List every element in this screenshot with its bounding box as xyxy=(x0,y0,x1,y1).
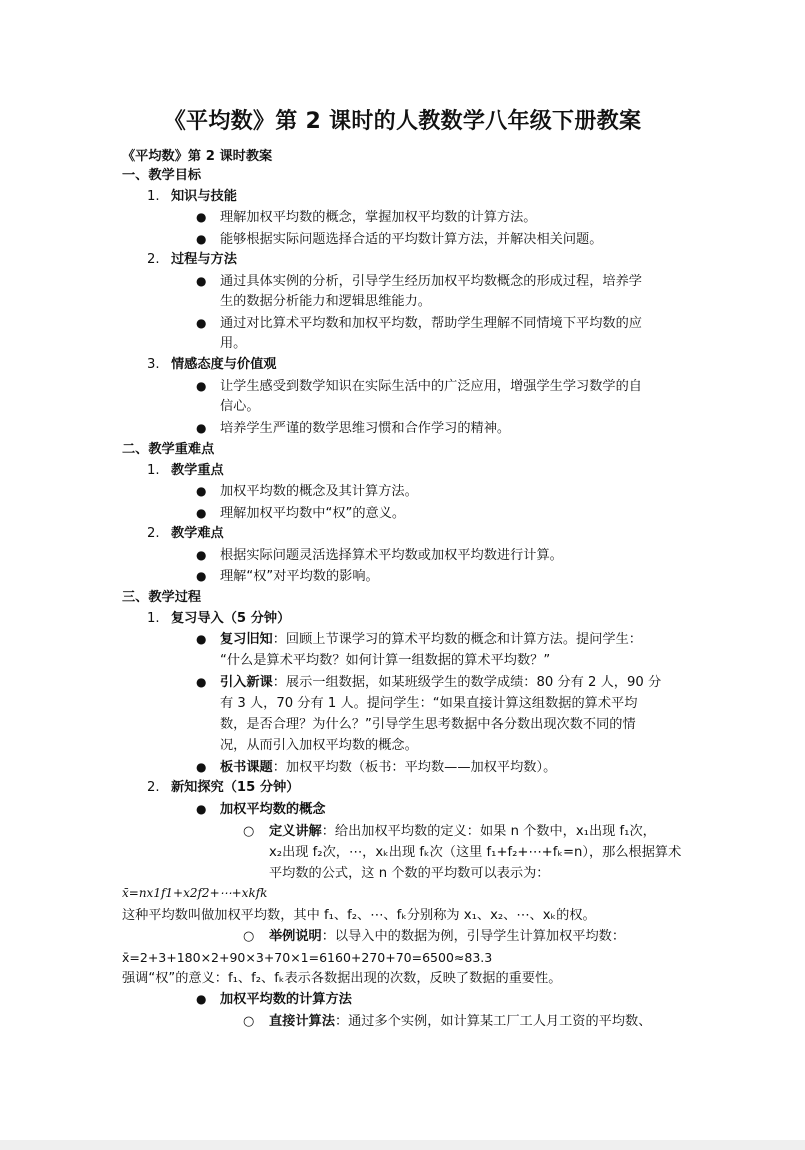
item-label: 举例说明 xyxy=(269,929,322,944)
list-item-continued: 平均数的公式，这 n 个数的平均数可以表示为： xyxy=(269,866,550,881)
subheading-difficulty: 教学难点 xyxy=(171,526,224,541)
list-item: 通过对比算术平均数和加权平均数，帮助学生理解不同情境下平均数的应 xyxy=(220,316,642,331)
bullet-icon: ● xyxy=(196,548,207,562)
list-item: 理解“权”对平均数的影响。 xyxy=(220,569,379,584)
list-number: 1. xyxy=(147,189,160,204)
item-label: 定义讲解 xyxy=(269,824,322,839)
subheading-attitude-values: 情感态度与价值观 xyxy=(171,357,277,372)
list-number: 3. xyxy=(147,357,160,372)
list-item xyxy=(269,926,625,947)
subheading-key-point: 教学重点 xyxy=(171,463,224,478)
page-bottom-bar xyxy=(0,1140,805,1150)
list-item-continued: “什么是算术平均数？如何计算一组数据的算术平均数？” xyxy=(220,653,551,668)
list-item: 加权平均数的概念 xyxy=(220,802,326,817)
list-item xyxy=(220,672,661,693)
section-heading-objectives: 一、教学目标 xyxy=(122,168,202,183)
list-item: 通过具体实例的分析，引导学生经历加权平均数概念的形成过程，培养学 xyxy=(220,274,642,289)
subheading-knowledge-skills: 知识与技能 xyxy=(171,189,237,204)
item-text: ：回顾上节课学习的算术平均数的概念和计算方法。提问学生： xyxy=(272,632,642,647)
lesson-subtitle: 《平均数》第 2 课时教案 xyxy=(122,149,273,164)
list-item xyxy=(269,1011,651,1032)
section-heading-process: 三、教学过程 xyxy=(122,590,202,605)
list-item: 理解加权平均数的概念，掌握加权平均数的计算方法。 xyxy=(220,210,537,225)
list-item-continued: 有 3 人，70 分有 1 人。提问学生：“如果直接计算这组数据的算术平均 xyxy=(220,696,638,711)
bullet-icon: ● xyxy=(196,992,207,1006)
bullet-icon: ● xyxy=(196,316,207,330)
section-heading-key-points: 二、教学重难点 xyxy=(122,442,215,457)
subheading-explore: 新知探究（15 分钟） xyxy=(171,780,300,795)
list-item-continued: 信心。 xyxy=(220,399,260,414)
bullet-icon: ● xyxy=(196,210,207,224)
item-text: ：展示一组数据，如某班级学生的数学成绩：80 分有 2 人，90 分 xyxy=(272,675,662,690)
paragraph: 强调“权”的意义：f₁、f₂、fₖ表示各数据出现的次数，反映了数据的重要性。 xyxy=(122,971,562,986)
list-number: 2. xyxy=(147,526,160,541)
item-text: ：以导入中的数据为例，引导学生计算加权平均数： xyxy=(321,929,626,944)
subheading-review: 复习导入（5 分钟） xyxy=(171,611,291,626)
list-item-continued: 况，从而引入加权平均数的概念。 xyxy=(220,738,418,753)
list-item-continued: x₂出现 f₂次，⋯，xₖ出现 fₖ次（这里 f₁+f₂+⋯+fₖ=n），那么根据算术 xyxy=(269,845,682,860)
item-label: 板书课题 xyxy=(220,760,273,775)
list-item: 加权平均数的概念及其计算方法。 xyxy=(220,484,418,499)
bullet-icon: ● xyxy=(196,760,207,774)
list-item: 理解加权平均数中“权”的意义。 xyxy=(220,506,406,521)
list-item-continued: 数，是否合理？为什么？”引导学生思考数据中各分数出现次数不同的情 xyxy=(220,717,636,732)
bullet-icon: ● xyxy=(196,632,207,646)
item-text: ：加权平均数（板书：平均数——加权平均数）。 xyxy=(272,760,557,775)
bullet-icon: ● xyxy=(196,484,207,498)
formula-weighted-mean: x̄=nx1f1+x2f2+⋯+xkfk xyxy=(122,886,268,900)
item-label: 直接计算法 xyxy=(269,1014,335,1029)
item-text: ：通过多个实例，如计算某工厂工人月工资的平均数、 xyxy=(334,1014,652,1029)
bullet-icon: ● xyxy=(196,506,207,520)
list-item xyxy=(220,629,642,650)
subheading-process-method: 过程与方法 xyxy=(171,252,237,267)
list-item xyxy=(269,821,656,842)
bullet-icon: ● xyxy=(196,379,207,393)
list-item: 能够根据实际问题选择合适的平均数计算方法，并解决相关问题。 xyxy=(220,232,603,247)
list-item xyxy=(220,757,556,778)
bullet-icon: ● xyxy=(196,421,207,435)
circle-bullet-icon: ○ xyxy=(243,824,255,839)
bullet-icon: ● xyxy=(196,569,207,583)
bullet-icon: ● xyxy=(196,274,207,288)
list-number: 1. xyxy=(147,463,160,478)
list-number: 2. xyxy=(147,252,160,267)
list-number: 2. xyxy=(147,780,160,795)
list-item: 加权平均数的计算方法 xyxy=(220,992,352,1007)
list-item-continued: 生的数据分析能力和逻辑思维能力。 xyxy=(220,294,431,309)
item-label: 引入新课 xyxy=(220,675,273,690)
document-title: 《平均数》第 2 课时的人教数学八年级下册教案 xyxy=(163,109,642,134)
list-item: 培养学生严谨的数学思维习惯和合作学习的精神。 xyxy=(220,421,511,436)
list-item: 根据实际问题灵活选择算术平均数或加权平均数进行计算。 xyxy=(220,548,563,563)
bullet-icon: ● xyxy=(196,675,207,689)
list-item-continued: 用。 xyxy=(220,336,247,351)
circle-bullet-icon: ○ xyxy=(243,929,255,944)
list-number: 1. xyxy=(147,611,160,626)
formula-example: x̄=2+3+180×2+90×3+70×1=6160+270+70=6500≈83.3 xyxy=(122,950,493,965)
item-label: 复习旧知 xyxy=(220,632,273,647)
bullet-icon: ● xyxy=(196,802,207,816)
paragraph: 这种平均数叫做加权平均数，其中 f₁、f₂、⋯、fₖ分别称为 x₁、x₂、⋯、xₖ的权。 xyxy=(122,908,596,923)
item-text: ：给出加权平均数的定义：如果 n 个数中，x₁出现 f₁次， xyxy=(321,824,656,839)
list-item: 让学生感受到数学知识在实际生活中的广泛应用，增强学生学习数学的自 xyxy=(220,379,642,394)
circle-bullet-icon: ○ xyxy=(243,1014,255,1029)
bullet-icon: ● xyxy=(196,232,207,246)
